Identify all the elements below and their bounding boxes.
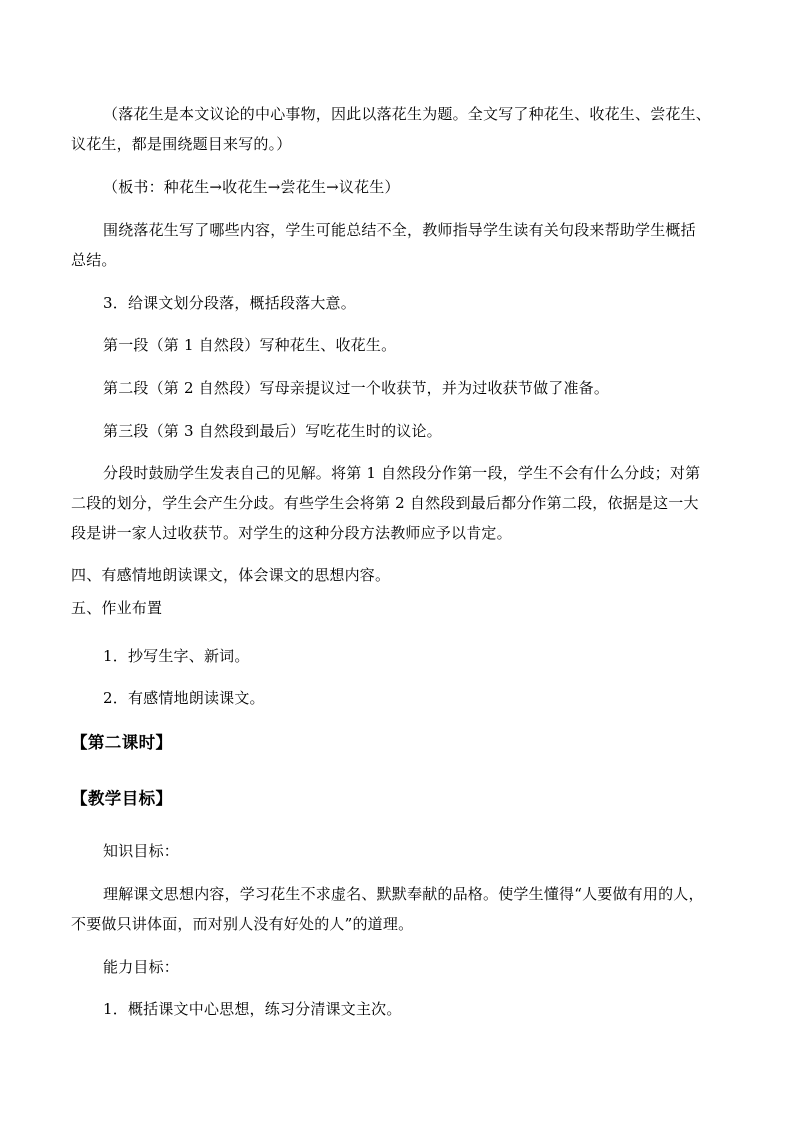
paragraph-line: （落花生是本文议论的中心事物，因此以落花生为题。全文写了种花生、收花生、尝花生、 xyxy=(103,105,712,123)
section-item: 第三段（第 3 自然段到最后）写吃花生时的议论。 xyxy=(103,422,442,440)
paragraph-line: 分段时鼓励学生发表自己的见解。将第 1 自然段分作第一段，学生不会有什么分歧；对第 xyxy=(103,464,701,482)
section-item: 第二段（第 2 自然段）写母亲提议过一个收获节，并为过收获节做了准备。 xyxy=(103,379,610,397)
section-heading: 【第二课时】 xyxy=(71,733,173,752)
homework-item: 1．抄写生字、新词。 xyxy=(103,647,250,665)
board-note: （板书：种花生→收花生→尝花生→议花生） xyxy=(103,178,400,196)
section-heading: 【教学目标】 xyxy=(71,789,173,808)
list-item: 四、有感情地朗读课文，体会课文的思想内容。 xyxy=(71,566,391,584)
paragraph-line: 段是讲一家人过收获节。对学生的这种分段方法教师应予以肯定。 xyxy=(71,524,512,542)
paragraph-line: 二段的划分，学生会产生分歧。有些学生会将第 2 自然段到最后都分作第二段，依据是这一大 xyxy=(71,494,699,512)
goal-label: 知识目标： xyxy=(103,842,180,860)
paragraph-line: 不要做只讲体面，而对别人没有好处的人”的道理。 xyxy=(71,915,414,933)
goal-item: 1．概括课文中心思想，练习分清课文主次。 xyxy=(103,1000,402,1018)
paragraph-line: 围绕落花生写了哪些内容，学生可能总结不全，教师指导学生读有关句段来帮助学生概括 xyxy=(103,221,696,239)
paragraph-line: 总结。 xyxy=(71,251,117,269)
paragraph-line: 议花生，都是围绕题目来写的。） xyxy=(71,135,292,153)
list-item: 五、作业布置 xyxy=(71,599,163,617)
step-item: 3．给课文划分段落，概括段落大意。 xyxy=(103,294,356,312)
section-item: 第一段（第 1 自然段）写种花生、收花生。 xyxy=(103,336,397,354)
paragraph-line: 理解课文思想内容，学习花生不求虚名、默默奉献的品格。使学生懂得“人要做有用的人， xyxy=(103,885,704,903)
goal-label: 能力目标： xyxy=(103,958,180,976)
homework-item: 2．有感情地朗读课文。 xyxy=(103,689,265,707)
